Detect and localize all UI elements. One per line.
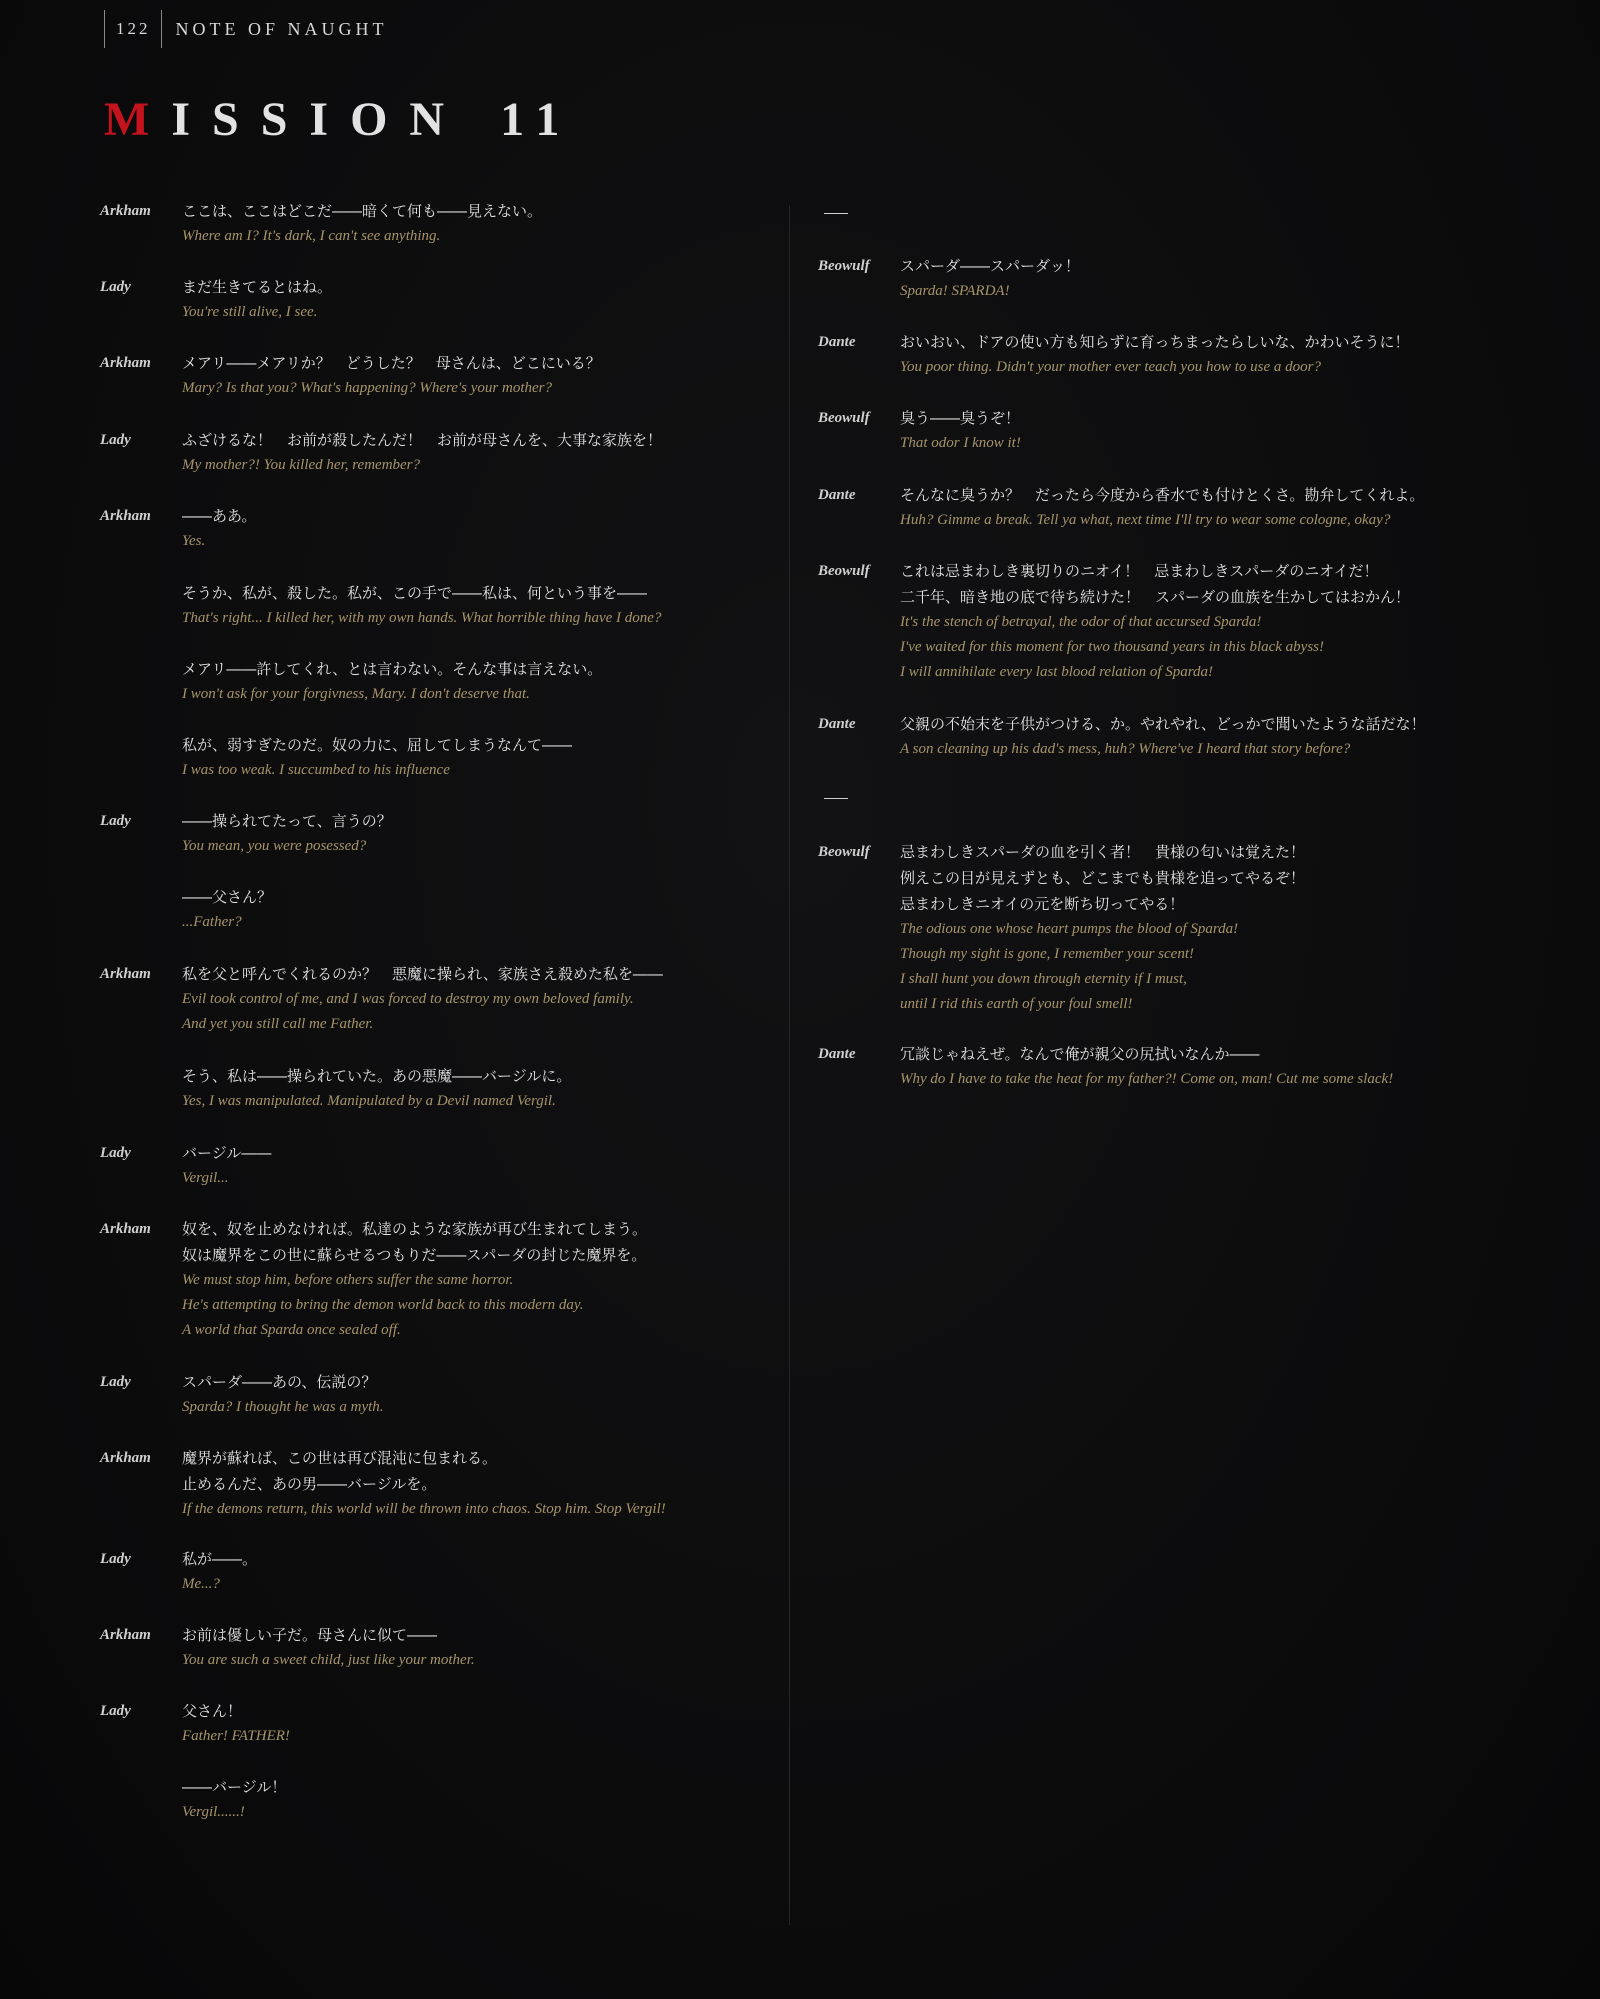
english-line: That odor I know it! [900, 435, 1021, 451]
english-line: I've waited for this moment for two thousand years in this black abyss! [900, 639, 1325, 655]
japanese-line: ――操られてたって、言うの？ [182, 812, 392, 830]
english-line: Sparda? I thought he was a myth. [182, 1399, 384, 1415]
dialogue-lines [182, 274, 822, 325]
japanese-line: 忌まわしきニオイの元を断ち切ってやる！ [900, 895, 1185, 913]
english-line: Mary? Is that you? What's happening? Where's your mother? [182, 380, 552, 396]
dialogue-lines [182, 961, 822, 1037]
speaker-name: Beowulf [818, 410, 870, 426]
speaker-name: Lady [100, 1374, 131, 1390]
speaker-name: Beowulf [818, 844, 870, 860]
japanese-line: 例えこの目が見えずとも、どこまでも貴様を追ってやるぞ！ [900, 869, 1306, 887]
english-line: You are such a sweet child, just like your mother. [182, 1652, 475, 1668]
japanese-line: 二千年、暗き地の底で待ち続けた！ スパーダの血族を生かしてはおかん！ [900, 588, 1411, 606]
japanese-line: 奴は魔界をこの世に蘇らせるつもりだ――スパーダの封じた魔界を。 [182, 1246, 647, 1264]
japanese-line: 魔界が蘇れば、この世は再び混沌に包まれる。 [182, 1449, 498, 1467]
english-line: My mother?! You killed her, remember? [182, 457, 421, 473]
speaker-name: Arkham [100, 1221, 151, 1237]
speaker-name: Lady [100, 1551, 131, 1567]
speaker-name: Arkham [100, 966, 151, 982]
japanese-line: 私が――。 [182, 1550, 258, 1568]
english-line: A world that Sparda once sealed off. [182, 1322, 401, 1338]
japanese-line: ――父さん？ [182, 888, 273, 906]
speaker-name: Lady [100, 1145, 131, 1161]
japanese-line: 止めるんだ、あの男――バージルを。 [182, 1475, 437, 1493]
english-line: A son cleaning up his dad's mess, huh? Where've I heard that story before? [900, 741, 1351, 757]
japanese-line: そうか、私が、殺した。私が、この手で――私は、何という事を―― [182, 584, 648, 602]
book-title: NOTE OF NAUGHT [175, 18, 388, 39]
page-header [104, 10, 388, 48]
japanese-line: 私を父と呼んでくれるのか？ 悪魔に操られ、家族さえ殺めた私を―― [182, 965, 663, 983]
dialogue-lines [900, 329, 1540, 380]
dialogue-lines [182, 1698, 822, 1749]
speaker-name: Dante [818, 334, 856, 350]
speaker-name: Arkham [100, 355, 151, 371]
speaker-name: Arkham [100, 1450, 151, 1466]
japanese-line: 臭う――臭うぞ！ [900, 409, 1021, 427]
japanese-line: 父さん！ [182, 1702, 243, 1720]
english-line: ...Father? [182, 914, 242, 930]
english-line: Father! FATHER! [182, 1728, 290, 1744]
japanese-line: ――バージル！ [182, 1778, 287, 1796]
mission-title [104, 92, 573, 148]
scene-break-dash [824, 798, 848, 799]
speaker-name: Lady [100, 432, 131, 448]
english-line: Vergil......! [182, 1804, 245, 1820]
japanese-line: 奴を、奴を止めなければ。私達のような家族が再び生まれてしまう。 [182, 1220, 648, 1238]
dialogue-lines [182, 1216, 822, 1343]
dialogue-lines [182, 503, 822, 554]
japanese-line: そう、私は――操られていた。あの悪魔――バージルに。 [182, 1067, 572, 1085]
english-line: until I rid this earth of your foul smell! [900, 996, 1133, 1012]
dialogue-lines [182, 580, 822, 631]
speaker-name: Beowulf [818, 563, 870, 579]
english-line: That's right... I killed her, with my own hands. What horrible thing have I done? [182, 610, 662, 626]
english-line: Huh? Gimme a break. Tell ya what, next time I'll try to wear some cologne, okay? [900, 512, 1391, 528]
japanese-line: これは忌まわしき裏切りのニオイ！ 忌まわしきスパーダのニオイだ！ [900, 562, 1379, 580]
english-line: Though my sight is gone, I remember your scent! [900, 946, 1194, 962]
dialogue-lines [182, 1063, 822, 1114]
speaker-name: Lady [100, 813, 131, 829]
japanese-line: お前は優しい子だ。母さんに似て―― [182, 1626, 438, 1644]
english-line: Sparda! SPARDA! [900, 283, 1010, 299]
english-line: I was too weak. I succumbed to his influence [182, 762, 450, 778]
dialogue-lines [182, 1369, 822, 1420]
english-line: Yes. [182, 533, 206, 549]
speaker-name: Arkham [100, 508, 151, 524]
speaker-name: Dante [818, 716, 856, 732]
mission-title-rest: ISSION [171, 93, 467, 146]
english-line: We must stop him, before others suffer the same horror. [182, 1272, 514, 1288]
dialogue-lines [182, 1622, 822, 1673]
dialogue-lines [182, 656, 822, 707]
japanese-line: ふざけるな！ お前が殺したんだ！ お前が母さんを、大事な家族を！ [182, 431, 663, 449]
english-line: I won't ask for your forgivness, Mary. I don't deserve that. [182, 686, 530, 702]
speaker-name: Arkham [100, 1627, 151, 1643]
dialogue-lines [182, 1774, 822, 1825]
dialogue-lines [900, 558, 1540, 685]
dialogue-lines [182, 1140, 822, 1191]
dialogue-lines [900, 482, 1540, 533]
english-line: It's the stench of betrayal, the odor of that accursed Sparda! [900, 614, 1262, 630]
speaker-name: Arkham [100, 203, 151, 219]
scene-break-dash [824, 213, 848, 214]
japanese-line: バージル―― [182, 1144, 272, 1162]
dialogue-lines [182, 198, 822, 249]
dialogue-lines [182, 427, 822, 478]
english-line: Yes, I was manipulated. Manipulated by a Devil named Vergil. [182, 1093, 556, 1109]
dialogue-lines [182, 732, 822, 783]
speaker-name: Lady [100, 1703, 131, 1719]
speaker-name: Lady [100, 279, 131, 295]
english-line: Vergil... [182, 1170, 229, 1186]
page-number: 122 [116, 19, 151, 38]
dialogue-lines [900, 1041, 1540, 1092]
english-line: The odious one whose heart pumps the blood of Sparda! [900, 921, 1239, 937]
mission-title-initial: M [104, 93, 172, 146]
english-line: I will annihilate every last blood relation of Sparda! [900, 664, 1214, 680]
japanese-line: まだ生きてるとはね。 [182, 278, 333, 296]
dialogue-lines [182, 808, 822, 859]
english-line: You poor thing. Didn't your mother ever teach you how to use a door? [900, 359, 1321, 375]
japanese-line: 父親の不始末を子供がつける、か。やれやれ、どっかで聞いたような話だな！ [900, 715, 1426, 733]
japanese-line: 私が、弱すぎたのだ。奴の力に、屈してしまうなんて―― [182, 736, 573, 754]
english-line: If the demons return, this world will be thrown into chaos. Stop him. Stop Vergil! [182, 1501, 666, 1517]
japanese-line: 冗談じゃねえぜ。なんで俺が親父の尻拭いなんか―― [900, 1045, 1260, 1063]
speaker-name: Dante [818, 487, 856, 503]
dialogue-lines [182, 1546, 822, 1597]
dialogue-lines [900, 405, 1540, 456]
english-line: Why do I have to take the heat for my father?! Come on, man! Cut me some slack! [900, 1071, 1394, 1087]
japanese-line: 忌まわしきスパーダの血を引く者！ 貴様の匂いは覚えた！ [900, 843, 1306, 861]
dialogue-lines [182, 1445, 822, 1522]
english-line: He's attempting to bring the demon world back to this modern day. [182, 1297, 584, 1313]
japanese-line: スパーダ――スパーダッ！ [900, 257, 1081, 275]
speaker-name: Beowulf [818, 258, 870, 274]
japanese-line: メアリ――許してくれ、とは言わない。そんな事は言えない。 [182, 660, 603, 678]
speaker-name: Dante [818, 1046, 856, 1062]
english-line: You mean, you were posessed? [182, 838, 367, 854]
dialogue-lines [900, 711, 1540, 762]
english-line: And yet you still call me Father. [182, 1016, 374, 1032]
japanese-line: ――ああ。 [182, 507, 257, 525]
english-line: Where am I? It's dark, I can't see anything. [182, 228, 441, 244]
japanese-line: スパーダ――あの、伝説の？ [182, 1373, 377, 1391]
dialogue-lines [900, 253, 1540, 304]
english-line: You're still alive, I see. [182, 304, 318, 320]
dialogue-lines [182, 350, 822, 401]
dialogue-lines [182, 884, 822, 935]
english-line: Evil took control of me, and I was forced to destroy my own beloved family. [182, 991, 634, 1007]
japanese-line: そんなに臭うか？ だったら今度から香水でも付けとくさ。勘弁してくれよ。 [900, 486, 1425, 504]
japanese-line: ここは、ここはどこだ――暗くて何も――見えない。 [182, 202, 543, 220]
mission-number: 11 [500, 93, 574, 146]
japanese-line: メアリ――メアリか？ どうした？ 母さんは、どこにいる？ [182, 354, 601, 372]
japanese-line: おいおい、ドアの使い方も知らずに育っちまったらしいな、かわいそうに！ [900, 333, 1410, 351]
dialogue-lines [900, 839, 1540, 1017]
english-line: I shall hunt you down through eternity if I must, [900, 971, 1187, 987]
english-line: Me...? [182, 1576, 220, 1592]
